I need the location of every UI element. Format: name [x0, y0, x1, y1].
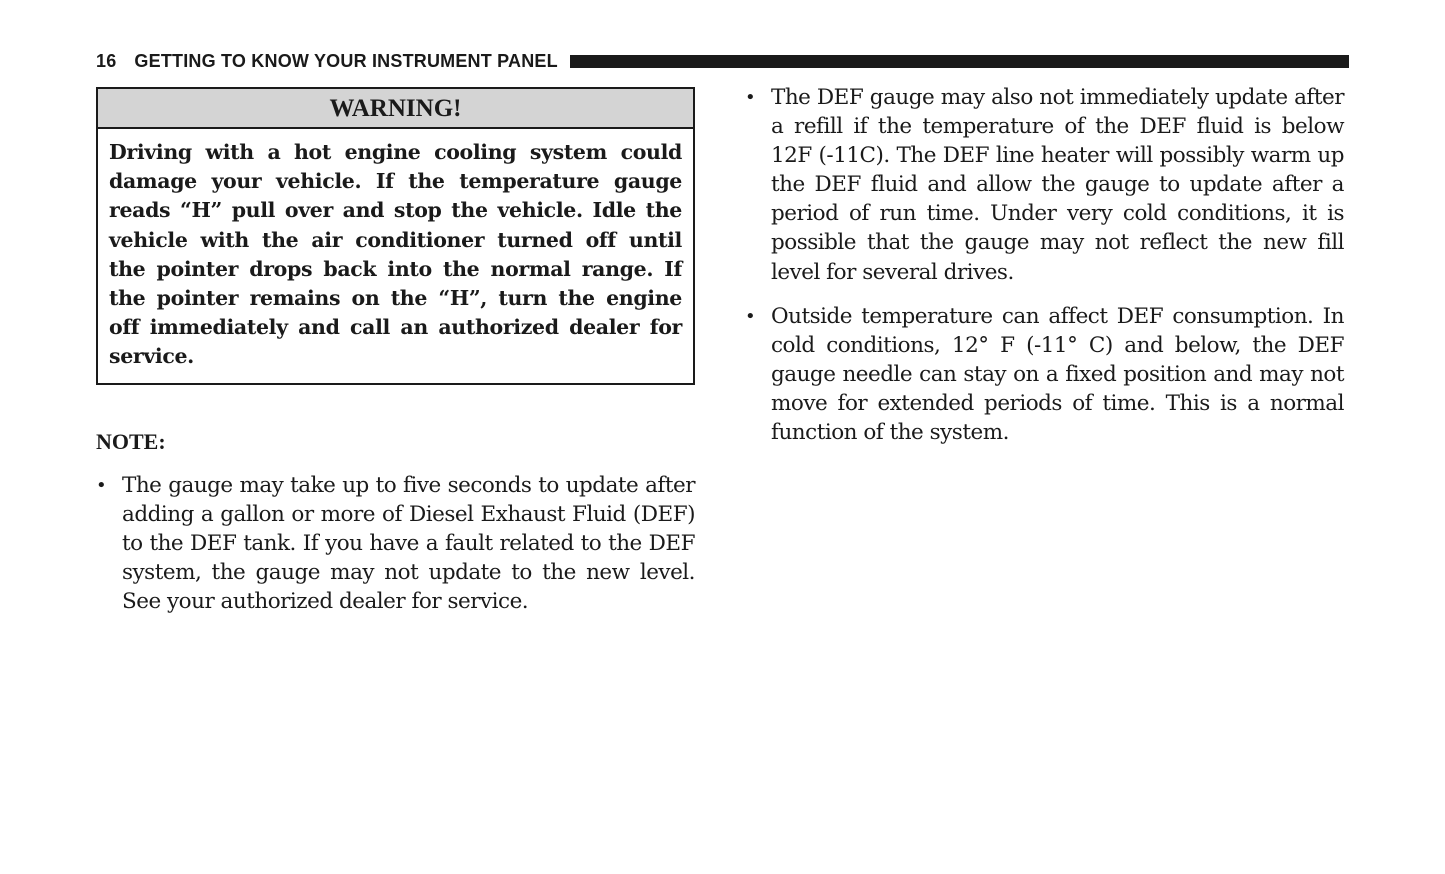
section-title: GETTING TO KNOW YOUR INSTRUMENT PANEL: [134, 50, 558, 71]
list-item: [96, 471, 695, 616]
right-column: [745, 83, 1344, 447]
right-list: [745, 83, 1344, 447]
warning-box: [96, 87, 695, 385]
bullet-icon: •: [96, 474, 107, 496]
header-rule: [570, 55, 1349, 68]
bullet-icon: •: [745, 87, 756, 108]
warning-body: Driving with a hot engine cooling system could damage your vehicle. If the temperature gauge reads “H” pull over and stop the vehicle. Idle the vehicle with the air conditioner turned off until the pointer drops back into the normal range. If the pointer remains on the “H”, turn the engine off immediately and call an authorized dealer for service.: [109, 140, 682, 369]
list-item-text: The DEF gauge may also not immediately update after a refill if the temperature of the DEF fluid is below 12F (-11C). The DEF line heater will possibly warm up the DEF fluid and allow the gauge to update after a period of run time. Under very cold conditions, it is possible that the gauge may not reflect the new fill level for several drives.: [771, 85, 1344, 285]
list-item: [745, 302, 1344, 447]
list-item: [745, 83, 1344, 287]
note-list: [96, 471, 695, 616]
page-number: 16: [96, 50, 117, 71]
bullet-icon: •: [745, 305, 756, 327]
warning-title: WARNING!: [98, 89, 693, 129]
left-column: [96, 87, 695, 616]
list-item-text: Outside temperature can affect DEF consumption. In cold conditions, 12° F (-11° C) and below, the DEF gauge needle can stay on a fixed position and may not move for extended periods of time. This is a normal function of the system.: [771, 303, 1344, 446]
note-label: NOTE:: [96, 428, 166, 454]
list-item-text: The gauge may take up to five seconds to update after adding a gallon or more of Diesel Exhaust Fluid (DEF) to the DEF tank. If you have a fault related to the DEF system, the gauge may not update to the new level. See your authorized dealer for service.: [122, 472, 695, 614]
page-header: [96, 50, 1349, 72]
